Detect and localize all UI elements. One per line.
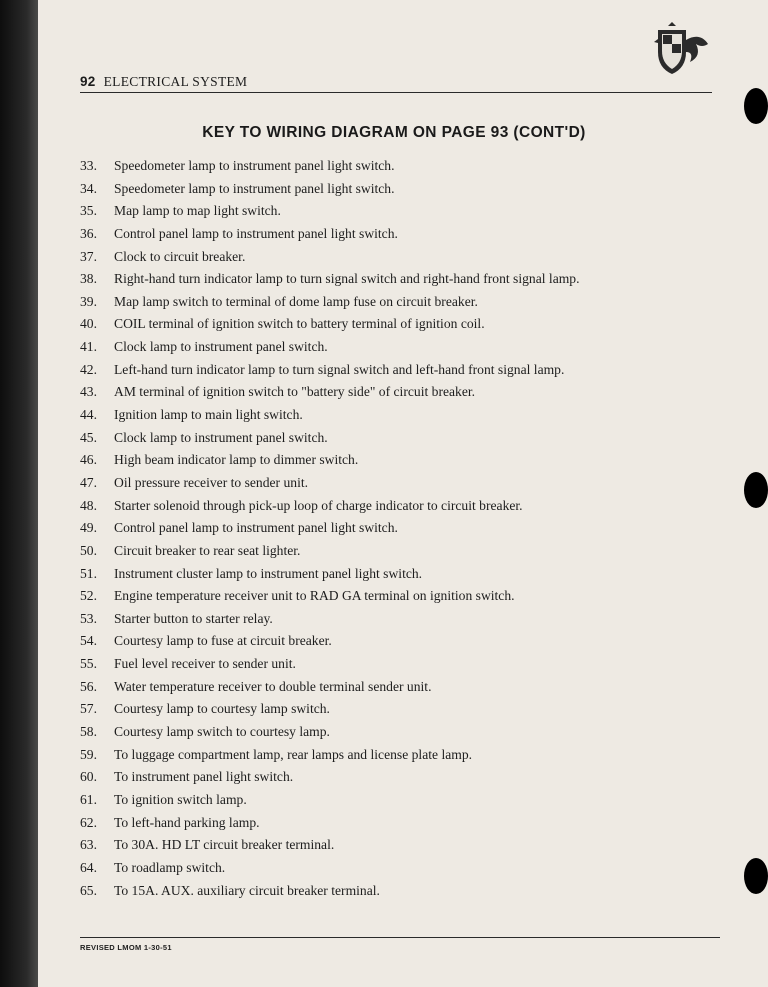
crest-shield-icon xyxy=(650,22,712,78)
list-item xyxy=(80,608,580,631)
item-number: 44. xyxy=(80,407,97,423)
item-number: 56. xyxy=(80,678,97,694)
list-item xyxy=(80,449,580,472)
list-item xyxy=(80,427,580,450)
item-text: Courtesy lamp switch to courtesy lamp. xyxy=(114,724,330,740)
item-number: 65. xyxy=(80,882,97,898)
item-number: 37. xyxy=(80,248,97,264)
list-item xyxy=(80,517,580,540)
item-text: Instrument cluster lamp to instrument panel light switch. xyxy=(114,565,423,581)
list-item xyxy=(80,676,580,699)
list-item xyxy=(80,563,580,586)
page-number: 92 xyxy=(80,74,96,89)
item-number: 57. xyxy=(80,701,97,717)
item-text: To roadlamp switch. xyxy=(114,859,226,875)
item-number: 40. xyxy=(80,316,97,332)
item-number: 62. xyxy=(80,814,97,830)
item-text: Circuit breaker to rear seat lighter. xyxy=(114,542,301,558)
item-number: 60. xyxy=(80,769,97,785)
page-title: KEY TO WIRING DIAGRAM ON PAGE 93 (CONT'D) xyxy=(202,124,586,141)
item-text: AM terminal of ignition switch to "battery side" of circuit breaker. xyxy=(114,384,476,400)
item-text: Oil pressure receiver to sender unit. xyxy=(114,474,309,490)
item-number: 59. xyxy=(80,746,97,762)
list-item xyxy=(80,336,580,359)
item-text: To luggage compartment lamp, rear lamps and license plate lamp. xyxy=(114,746,473,762)
item-text: Clock lamp to instrument panel switch. xyxy=(114,429,328,445)
item-text: To 30A. HD LT circuit breaker terminal. xyxy=(114,837,335,853)
item-number: 58. xyxy=(80,724,97,740)
item-number: 49. xyxy=(80,520,97,536)
item-number: 35. xyxy=(80,203,97,219)
list-item xyxy=(80,630,580,653)
list-item xyxy=(80,291,580,314)
item-text: Clock lamp to instrument panel switch. xyxy=(114,339,328,355)
item-number: 51. xyxy=(80,565,97,581)
item-number: 48. xyxy=(80,497,97,513)
list-item xyxy=(80,540,580,563)
item-number: 36. xyxy=(80,225,97,241)
footer-divider xyxy=(80,937,720,938)
list-item xyxy=(80,472,580,495)
list-item xyxy=(80,359,580,382)
item-text: Courtesy lamp to fuse at circuit breaker. xyxy=(114,633,332,649)
list-item xyxy=(80,381,580,404)
item-text: Starter solenoid through pick-up loop of charge indicator to circuit breaker. xyxy=(114,497,523,513)
item-number: 38. xyxy=(80,271,97,287)
item-text: Control panel lamp to instrument panel light switch. xyxy=(114,225,398,241)
binder-hole xyxy=(744,858,768,894)
item-number: 55. xyxy=(80,656,97,672)
item-number: 45. xyxy=(80,429,97,445)
list-item xyxy=(80,313,580,336)
item-number: 33. xyxy=(80,158,97,173)
binder-hole xyxy=(744,88,768,124)
list-item xyxy=(80,653,580,676)
list-item xyxy=(80,223,580,246)
page-binding-edge xyxy=(0,0,38,987)
list-item xyxy=(80,698,580,721)
list-item xyxy=(80,766,580,789)
item-text: Starter button to starter relay. xyxy=(114,610,273,626)
page-header xyxy=(80,74,247,92)
item-text: Map lamp switch to terminal of dome lamp fuse on circuit breaker. xyxy=(114,293,478,309)
item-number: 34. xyxy=(80,180,97,196)
item-text: Ignition lamp to main light switch. xyxy=(114,407,303,423)
section-title: ELECTRICAL SYSTEM xyxy=(103,74,248,89)
item-number: 63. xyxy=(80,837,97,853)
item-number: 41. xyxy=(80,339,97,355)
list-item xyxy=(80,268,580,291)
list-item xyxy=(80,721,580,744)
list-item xyxy=(80,178,580,201)
item-text: Water temperature receiver to double terminal sender unit. xyxy=(114,678,432,694)
list-item xyxy=(80,812,580,835)
list-item xyxy=(80,495,580,518)
item-text: High beam indicator lamp to dimmer switch. xyxy=(114,452,359,468)
item-text: Clock to circuit breaker. xyxy=(114,248,246,264)
list-item xyxy=(80,834,580,857)
item-number: 61. xyxy=(80,791,97,807)
item-number: 50. xyxy=(80,542,97,558)
item-text: Speedometer lamp to instrument panel light switch. xyxy=(114,158,395,173)
binder-hole xyxy=(744,472,768,508)
list-item xyxy=(80,246,580,269)
item-text: Fuel level receiver to sender unit. xyxy=(114,656,296,672)
item-number: 47. xyxy=(80,474,97,490)
header-divider xyxy=(80,92,712,93)
item-number: 39. xyxy=(80,293,97,309)
item-text: COIL terminal of ignition switch to battery terminal of ignition coil. xyxy=(114,316,485,332)
wiring-key-list xyxy=(80,155,580,902)
item-text: To 15A. AUX. auxiliary circuit breaker terminal. xyxy=(114,882,380,898)
list-item xyxy=(80,789,580,812)
item-text: Left-hand turn indicator lamp to turn signal switch and left-hand front signal lamp. xyxy=(114,361,565,377)
item-text: To instrument panel light switch. xyxy=(114,769,294,785)
item-text: Control panel lamp to instrument panel light switch. xyxy=(114,520,398,536)
item-number: 64. xyxy=(80,859,97,875)
item-text: Right-hand turn indicator lamp to turn signal switch and right-hand front signal lamp. xyxy=(114,271,580,287)
item-text: Speedometer lamp to instrument panel light switch. xyxy=(114,180,395,196)
item-text: To ignition switch lamp. xyxy=(114,791,247,807)
list-item xyxy=(80,155,580,178)
list-item xyxy=(80,200,580,223)
list-item xyxy=(80,857,580,880)
list-item xyxy=(80,585,580,608)
list-item xyxy=(80,880,580,903)
item-number: 53. xyxy=(80,610,97,626)
list-item xyxy=(80,404,580,427)
item-number: 46. xyxy=(80,452,97,468)
item-text: Map lamp to map light switch. xyxy=(114,203,281,219)
item-number: 52. xyxy=(80,588,97,604)
item-text: Courtesy lamp to courtesy lamp switch. xyxy=(114,701,330,717)
list-item xyxy=(80,744,580,767)
item-number: 54. xyxy=(80,633,97,649)
item-number: 42. xyxy=(80,361,97,377)
item-text: Engine temperature receiver unit to RAD GA terminal on ignition switch. xyxy=(114,588,515,604)
item-text: To left-hand parking lamp. xyxy=(114,814,260,830)
revision-note: REVISED LMOM 1-30-51 xyxy=(80,943,172,952)
item-number: 43. xyxy=(80,384,97,400)
